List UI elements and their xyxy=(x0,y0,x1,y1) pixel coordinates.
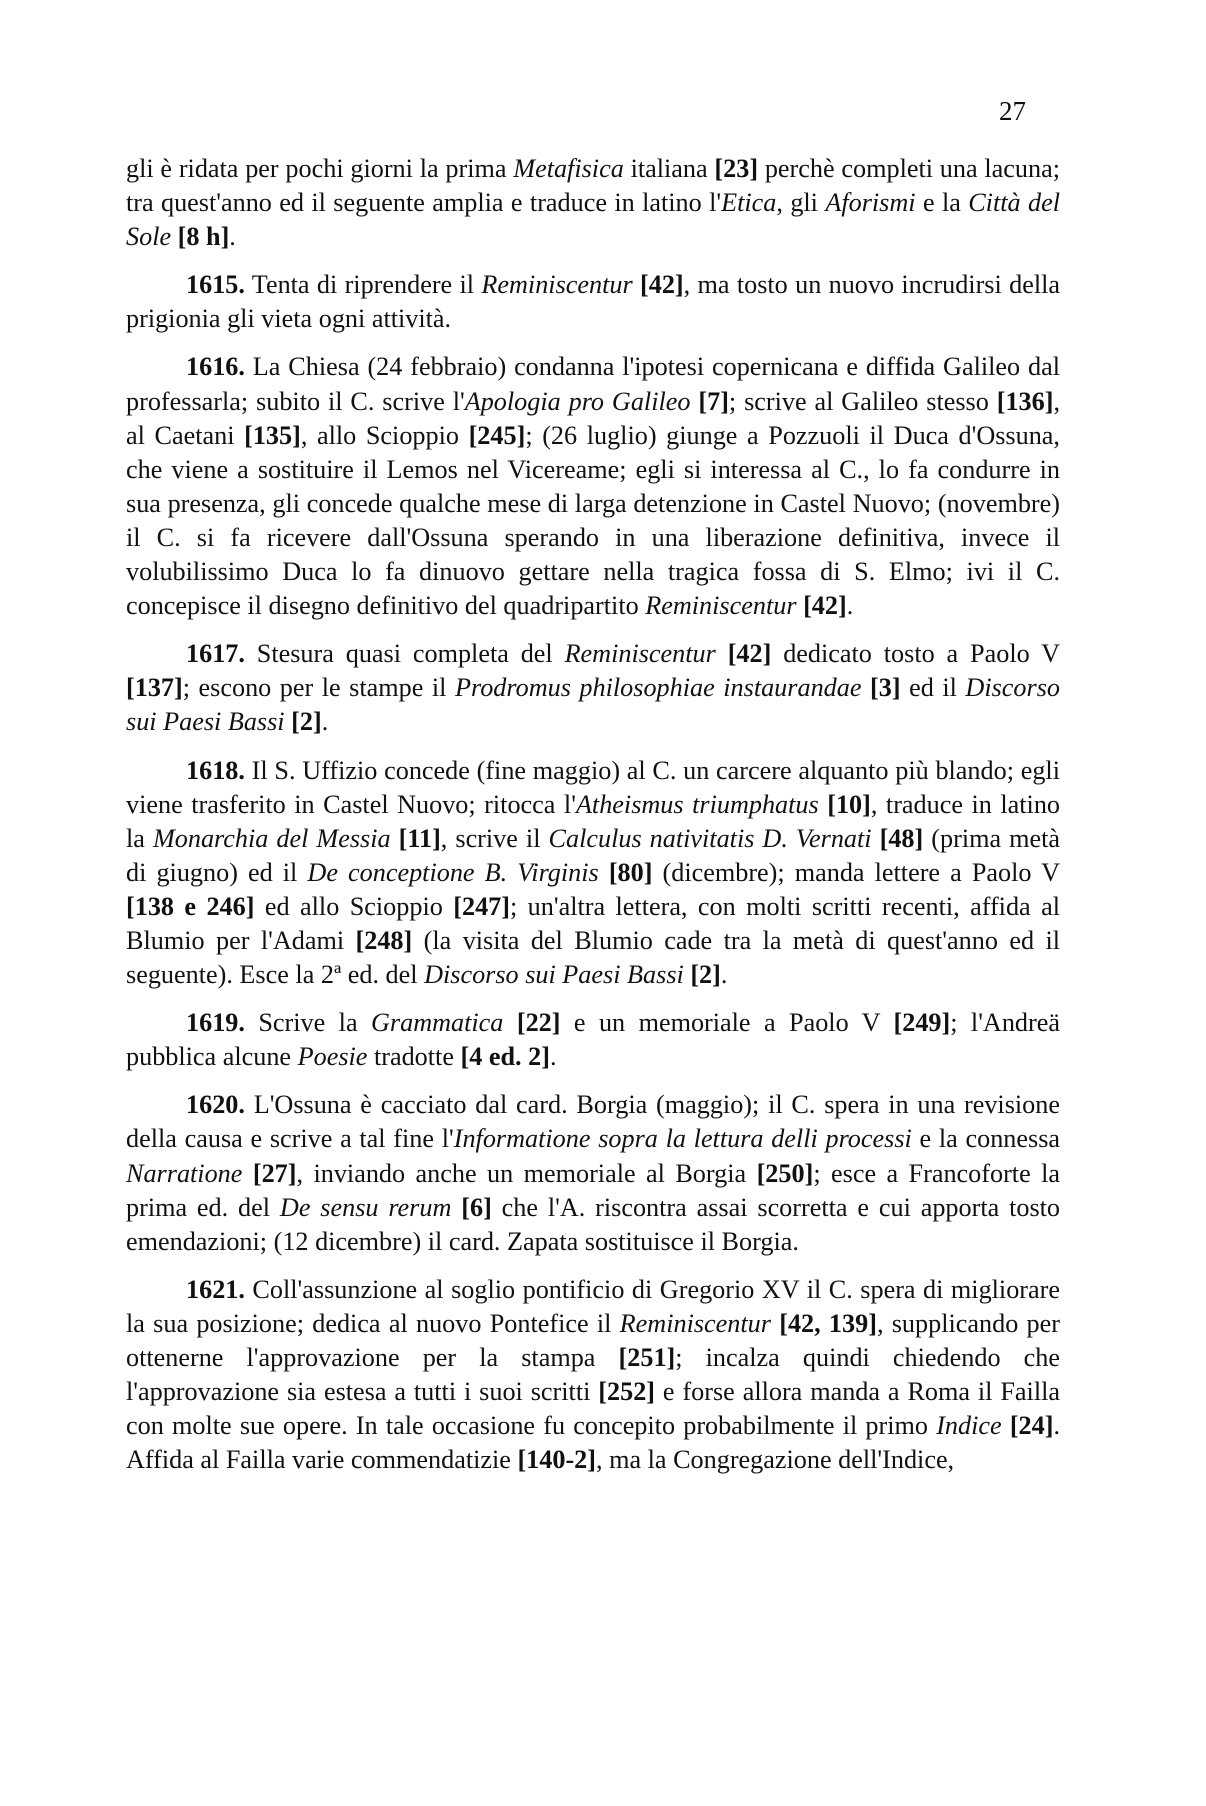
text-segment: ; escono per le stampe il xyxy=(182,673,455,703)
work-title: Reminiscentur xyxy=(645,591,797,621)
work-title: Etica xyxy=(721,188,777,218)
bibliography-reference: [138 e 246] xyxy=(126,891,255,921)
entry-year: 1619. xyxy=(186,1008,245,1038)
text-segment: (la visita del Blumio cade tra la metà di quest'anno ed il seguente). Esce la 2ª ed. del xyxy=(126,925,1060,990)
bibliography-reference: [6] xyxy=(461,1192,492,1222)
work-title: Informatione sopra la lettura delli processi xyxy=(453,1124,912,1154)
work-title: Narratione xyxy=(126,1158,243,1188)
bibliography-reference: [137] xyxy=(126,673,183,703)
bibliography-reference: [23] xyxy=(714,154,759,183)
text-segment: e un memoriale a Paolo V xyxy=(560,1008,894,1038)
text-segment: Tenta di riprendere il xyxy=(244,270,482,300)
bibliography-reference: [247] xyxy=(453,891,510,921)
chronology-entry xyxy=(126,1088,1060,1258)
bibliography-reference: [22] xyxy=(516,1008,561,1038)
bibliography-reference: [10] xyxy=(827,789,871,819)
bibliography-reference: [249] xyxy=(893,1008,951,1038)
work-title: De conceptione B. Virginis xyxy=(307,857,599,887)
text-segment: e la connessa xyxy=(911,1124,1061,1154)
text-segment: La Chiesa (24 febbraio) condanna l'ipotesi copernicana e diffida Galileo dal professarla; subito il C. scrive l' xyxy=(126,352,1060,416)
text-segment: perchè completi una lacuna; tra quest'anno ed il seguente amplia e traduce in latino l' xyxy=(126,154,1060,218)
document-body xyxy=(126,152,1060,1491)
work-title: Metafisica xyxy=(513,154,624,183)
text-segment: , allo Scioppio xyxy=(300,420,469,450)
text-segment: gli è ridata per pochi giorni la prima xyxy=(126,154,514,183)
text-segment: dedicato tosto a Paolo V xyxy=(771,639,1060,669)
work-title: Reminiscentur xyxy=(619,1308,771,1338)
entry-year: 1616. xyxy=(186,352,245,382)
text-segment: e forse allora manda a Roma il Failla con molte sue opere. In tale occasione fu concepito probabilmente il primo xyxy=(126,1377,1060,1441)
chronology-entry xyxy=(126,1006,1060,1074)
bibliography-reference: [2] xyxy=(291,707,322,737)
text-segment xyxy=(599,858,609,887)
text-segment xyxy=(872,824,880,853)
text-segment: , traduce in latino la xyxy=(126,789,1061,853)
text-segment: , al Caetani xyxy=(126,386,1060,450)
text-segment: . xyxy=(846,591,854,621)
work-title: Reminiscentur xyxy=(564,639,716,669)
work-title: Atheismus triumphatus xyxy=(575,789,819,819)
text-segment: . xyxy=(229,222,236,252)
work-title: De sensu rerum xyxy=(279,1192,452,1222)
bibliography-reference: [4 ed. 2] xyxy=(460,1042,550,1072)
work-title: Apologia pro Galileo xyxy=(464,386,691,416)
work-title: Poesie xyxy=(297,1042,368,1072)
bibliography-reference: [42] xyxy=(640,270,684,300)
bibliography-reference: [8 h] xyxy=(177,222,230,252)
text-segment: (dicembre); manda lettere a Paolo V xyxy=(652,857,1060,887)
text-segment: italiana xyxy=(623,154,715,183)
bibliography-reference: [251] xyxy=(618,1343,676,1372)
chronology-entry xyxy=(126,1273,1060,1478)
text-segment: ; esce a Francoforte la prima ed. del xyxy=(126,1158,1061,1222)
text-segment: , inviando anche un memoriale al Borgia xyxy=(296,1158,757,1188)
bibliography-reference: [48] xyxy=(879,823,924,853)
text-segment: ed allo Scioppio xyxy=(254,891,454,921)
text-segment xyxy=(451,1193,461,1222)
entry-year: 1620. xyxy=(186,1090,245,1120)
text-segment xyxy=(503,1008,516,1037)
entry-year: 1618. xyxy=(186,755,245,785)
text-segment: , ma tosto un nuovo incrudirsi della prigionia gli vieta ogni attività. xyxy=(126,270,1060,334)
text-segment: , gli xyxy=(776,188,826,218)
bibliography-reference: [42] xyxy=(727,639,772,669)
entry-year: 1615. xyxy=(186,270,245,300)
work-title: Aforismi xyxy=(825,188,916,218)
bibliography-reference: [7] xyxy=(698,386,729,416)
work-title: Discorso sui Paesi Bassi xyxy=(424,960,684,990)
text-segment: ; scrive al Galileo stesso xyxy=(728,386,997,416)
chronology-entry xyxy=(126,637,1060,739)
text-segment: . xyxy=(549,1042,557,1072)
bibliography-reference: [2] xyxy=(690,960,721,990)
bibliography-reference: [42, 139] xyxy=(779,1308,877,1338)
text-segment: . Affida al Failla varie commendatizie xyxy=(126,1411,1061,1475)
page-number: 27 xyxy=(999,96,1026,126)
text-segment: (prima metà di giugno) ed il xyxy=(126,823,1061,887)
text-segment: , supplicando per ottenerne l'approvazione per la stampa xyxy=(126,1308,1060,1372)
bibliography-reference: [140-2] xyxy=(517,1445,596,1475)
text-segment xyxy=(861,673,870,702)
text-segment xyxy=(242,1159,252,1188)
bibliography-reference: [250] xyxy=(756,1158,814,1188)
work-title: Città del Sole xyxy=(126,188,1060,252)
text-segment: Stesura quasi completa del xyxy=(244,639,565,669)
chronology-entry xyxy=(126,754,1060,993)
work-title: Prodromus philosophiae instaurandae xyxy=(454,673,862,703)
text-segment: , ma la Congregazione dell'Indice, xyxy=(596,1445,955,1475)
text-segment xyxy=(633,270,640,299)
bibliography-reference: [11] xyxy=(398,823,441,853)
bibliography-reference: [135] xyxy=(244,420,301,450)
bibliography-reference: [252] xyxy=(598,1377,656,1407)
bibliography-reference: [27] xyxy=(252,1158,297,1188)
work-title: Reminiscentur xyxy=(481,270,633,300)
work-title: Indice xyxy=(936,1411,1002,1441)
text-segment xyxy=(1002,1411,1010,1440)
work-title: Grammatica xyxy=(371,1008,504,1038)
text-segment xyxy=(819,790,828,819)
text-segment xyxy=(716,639,728,668)
text-segment xyxy=(391,824,399,853)
text-segment: ; l'Andreä pubblica alcune xyxy=(126,1008,1060,1072)
work-title: Monarchia del Messia xyxy=(152,823,391,853)
text-segment: ; un'altra lettera, con molti scritti recenti, affida al Blumio per l'Adami xyxy=(126,891,1060,955)
bibliography-reference: [245] xyxy=(468,420,526,450)
bibliography-reference: [24] xyxy=(1009,1411,1054,1441)
text-segment: Coll'assunzione al soglio pontificio di Gregorio XV il C. spera di migliorare la sua posizione; dedica al nuovo Pontefice il xyxy=(126,1274,1060,1338)
text-segment: e la xyxy=(915,188,969,218)
continuation-paragraph xyxy=(126,152,1060,254)
text-segment: ; (26 luglio) giunge a Pozzuoli il Duca d'Ossuna, che viene a sostituire il Lemos nel Vicereame; egli si interessa al C., lo fa condurre in sua presenza, gli concede qualche mese di larga detenzione in Castel Nuovo; (novembre) il C. si fa ricevere dall'Ossuna sperando in una liberazione definitiva, invece il volubilissimo Duca lo fa dinuovo gettare nella tragica fossa di S. Elmo; ivi il C. concepisce il disegno definitivo del quadripartito xyxy=(126,420,1060,621)
text-segment: Il S. Uffizio concede (fine maggio) al C. un carcere alquanto più blando; egli viene trasferito in Castel Nuovo; ritocca l' xyxy=(126,755,1060,819)
text-segment: . xyxy=(720,960,728,990)
text-segment: che l'A. riscontra assai scorretta e cui apporta tosto emendazioni; (12 dicembre) il card. Zapata sostituisce il Borgia. xyxy=(126,1192,1060,1256)
bibliography-reference: [42] xyxy=(803,591,847,621)
bibliography-reference: [80] xyxy=(608,857,653,887)
text-segment: tradotte xyxy=(367,1042,461,1072)
entry-year: 1617. xyxy=(186,639,245,669)
text-segment: ; incalza quindi chiedendo che l'approvazione sia estesa a tutti i suoi scritti xyxy=(126,1343,1060,1407)
text-segment: . xyxy=(321,707,329,737)
work-title: Discorso sui Paesi Bassi xyxy=(126,673,1060,737)
bibliography-reference: [248] xyxy=(355,925,413,955)
entry-year: 1621. xyxy=(186,1274,245,1304)
chronology-entry xyxy=(126,268,1060,336)
chronology-entry xyxy=(126,350,1060,623)
text-segment: Scrive la xyxy=(244,1008,372,1038)
bibliography-reference: [3] xyxy=(870,673,901,703)
text-segment xyxy=(771,1309,779,1338)
text-segment: , scrive il xyxy=(440,823,549,853)
work-title: Calculus nativitatis D. Vernati xyxy=(548,823,872,853)
text-segment: ed il xyxy=(900,673,966,703)
bibliography-reference: [136] xyxy=(996,386,1054,416)
text-segment: L'Ossuna è cacciato dal card. Borgia (maggio); il C. spera in una revisione della causa e scrive a tal fine l' xyxy=(126,1090,1060,1154)
